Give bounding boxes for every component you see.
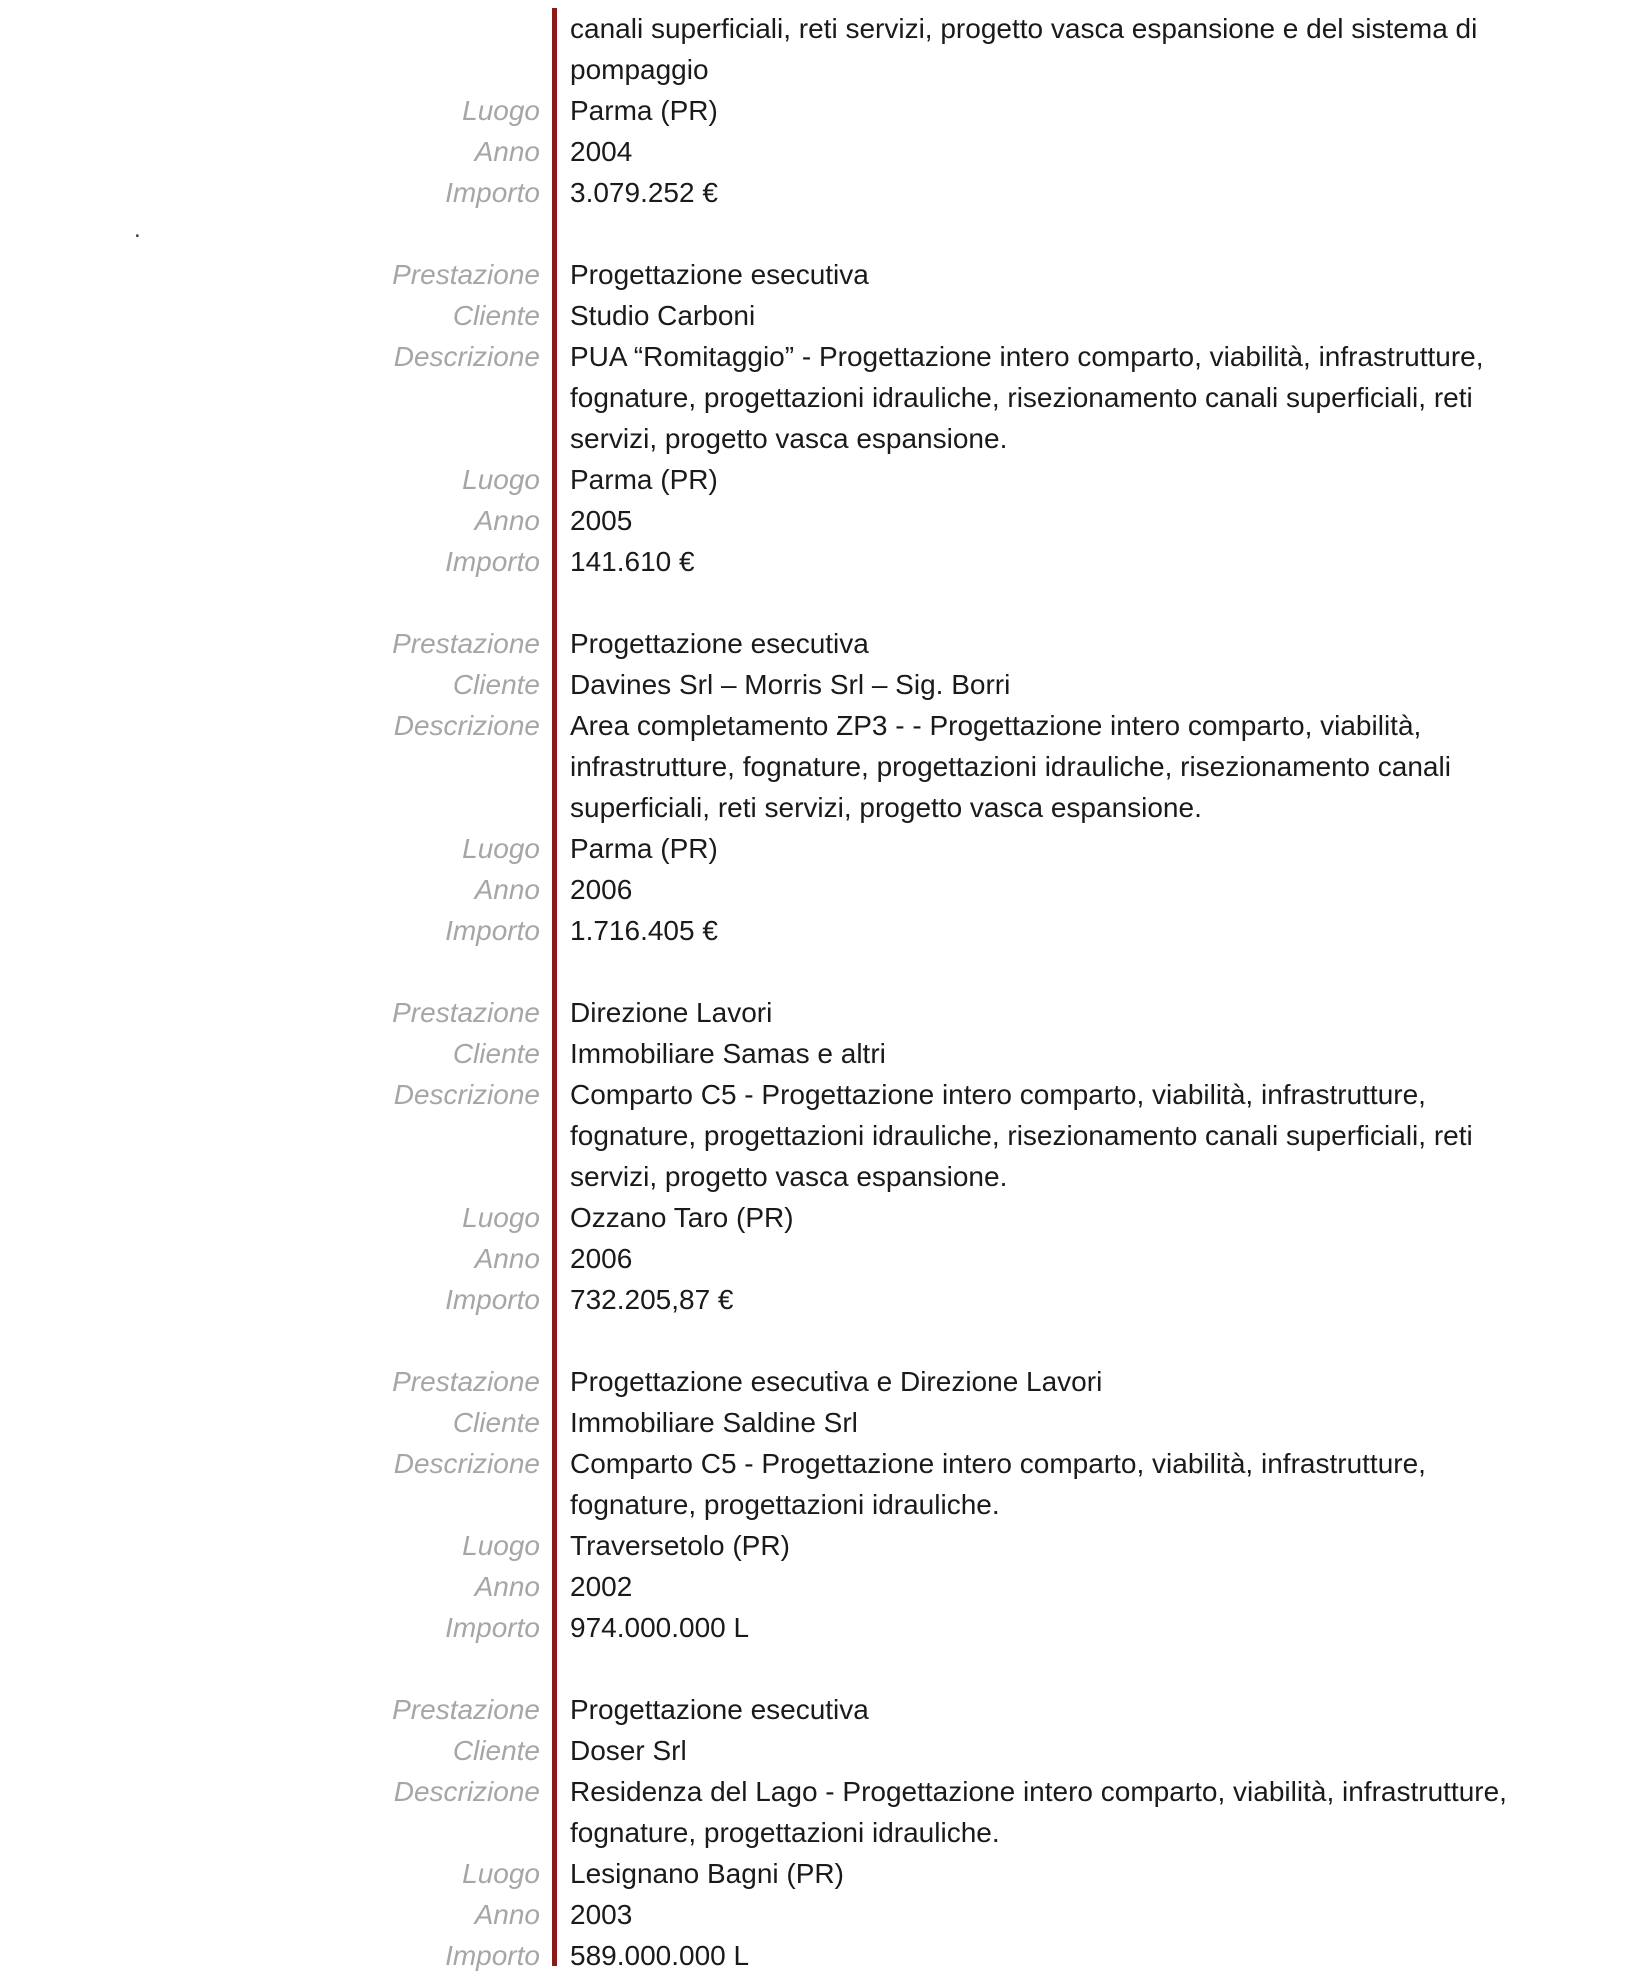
luogo-row: [0, 459, 1646, 500]
importo-row: [0, 1279, 1646, 1320]
anno-label: Anno: [474, 1899, 540, 1930]
luogo-row: [0, 828, 1646, 869]
descrizione-value: Area completamento ZP3 - - Progettazione intero comparto, viabilità, infrastrutture, fognature, progettazioni idrauliche, risezionamento canali superficiali, reti servizi, progetto vasca espansione.: [570, 710, 1451, 823]
descrizione-label: Descrizione: [393, 1448, 540, 1479]
luogo-label: Luogo: [462, 464, 540, 495]
project-entry: [0, 1689, 1646, 1976]
luogo-label: Luogo: [462, 95, 540, 126]
descrizione-row: [0, 8, 1646, 90]
luogo-row: [0, 1525, 1646, 1566]
prestazione-row: [0, 992, 1646, 1033]
prestazione-row: [0, 1361, 1646, 1402]
luogo-row: [0, 1197, 1646, 1238]
luogo-label: Luogo: [462, 833, 540, 864]
cliente-label: Cliente: [452, 300, 540, 331]
descrizione-label: Descrizione: [393, 710, 540, 741]
project-entry: [0, 623, 1646, 951]
stray-dot: .: [134, 216, 141, 243]
anno-row: [0, 869, 1646, 910]
anno-value: 2006: [570, 874, 633, 905]
anno-row: [0, 1566, 1646, 1607]
importo-value: 3.079.252 €: [570, 177, 718, 208]
project-entry-continued: [0, 8, 1646, 213]
cliente-value: Immobiliare Saldine Srl: [570, 1407, 858, 1438]
luogo-value: Parma (PR): [570, 464, 718, 495]
descrizione-value: Residenza del Lago - Progettazione intero comparto, viabilità, infrastrutture, fognature, progettazioni idrauliche.: [570, 1776, 1507, 1848]
prestazione-label: Prestazione: [392, 628, 540, 659]
anno-label: Anno: [474, 1243, 540, 1274]
cliente-label: Cliente: [452, 1735, 540, 1766]
anno-value: 2003: [570, 1899, 633, 1930]
importo-value: 141.610 €: [570, 546, 695, 577]
luogo-value: Parma (PR): [570, 833, 718, 864]
prestazione-value: Direzione Lavori: [570, 997, 773, 1028]
descrizione-label: Descrizione: [393, 1079, 540, 1110]
importo-label: Importo: [445, 915, 540, 946]
anno-value: 2002: [570, 1571, 633, 1602]
document-body: [0, 8, 1646, 1976]
importo-row: [0, 1607, 1646, 1648]
cliente-label: Cliente: [452, 1407, 540, 1438]
cliente-value: Immobiliare Samas e altri: [570, 1038, 886, 1069]
descrizione-value: Comparto C5 - Progettazione intero comparto, viabilità, infrastrutture, fognature, progettazioni idrauliche.: [570, 1448, 1426, 1520]
luogo-label: Luogo: [462, 1530, 540, 1561]
luogo-label: Luogo: [462, 1202, 540, 1233]
cliente-value: Davines Srl – Morris Srl – Sig. Borri: [570, 669, 1011, 700]
prestazione-row: [0, 1689, 1646, 1730]
cliente-value: Studio Carboni: [570, 300, 756, 331]
luogo-row: [0, 1853, 1646, 1894]
prestazione-label: Prestazione: [392, 259, 540, 290]
anno-label: Anno: [474, 505, 540, 536]
descrizione-row: [0, 336, 1646, 459]
luogo-value: Parma (PR): [570, 95, 718, 126]
cliente-row: [0, 1730, 1646, 1771]
importo-row: [0, 1935, 1646, 1976]
importo-row: [0, 910, 1646, 951]
anno-row: [0, 1238, 1646, 1279]
descrizione-row: [0, 1074, 1646, 1197]
prestazione-label: Prestazione: [392, 997, 540, 1028]
prestazione-value: Progettazione esecutiva: [570, 628, 869, 659]
prestazione-row: [0, 254, 1646, 295]
cliente-value: Doser Srl: [570, 1735, 687, 1766]
descrizione-label: Descrizione: [393, 341, 540, 372]
cliente-row: [0, 1402, 1646, 1443]
luogo-value: Traversetolo (PR): [570, 1530, 790, 1561]
anno-value: 2004: [570, 136, 633, 167]
prestazione-label: Prestazione: [392, 1694, 540, 1725]
descrizione-row: [0, 1771, 1646, 1853]
cliente-label: Cliente: [452, 1038, 540, 1069]
project-entry: [0, 254, 1646, 582]
anno-row: [0, 131, 1646, 172]
importo-value: 974.000.000 L: [570, 1612, 750, 1643]
anno-value: 2006: [570, 1243, 633, 1274]
luogo-value: Lesignano Bagni (PR): [570, 1858, 844, 1889]
prestazione-value: Progettazione esecutiva e Direzione Lavori: [570, 1366, 1103, 1397]
luogo-row: [0, 90, 1646, 131]
cliente-label: Cliente: [452, 669, 540, 700]
descrizione-row: [0, 1443, 1646, 1525]
anno-label: Anno: [474, 1571, 540, 1602]
cliente-row: [0, 1033, 1646, 1074]
descrizione-label: Descrizione: [393, 1776, 540, 1807]
project-entry: [0, 1361, 1646, 1648]
luogo-label: Luogo: [462, 1858, 540, 1889]
prestazione-value: Progettazione esecutiva: [570, 1694, 869, 1725]
anno-row: [0, 500, 1646, 541]
importo-label: Importo: [445, 1284, 540, 1315]
descrizione-value: PUA “Romitaggio” - Progettazione intero comparto, viabilità, infrastrutture, fognature, progettazioni idrauliche, risezionamento canali superficiali, reti servizi, progetto vasca espansione.: [570, 341, 1484, 454]
project-entry: [0, 992, 1646, 1320]
prestazione-label: Prestazione: [392, 1366, 540, 1397]
descrizione-value: Comparto C5 - Progettazione intero comparto, viabilità, infrastrutture, fognature, progettazioni idrauliche, risezionamento canali superficiali, reti servizi, progetto vasca espansione.: [570, 1079, 1473, 1192]
luogo-value: Ozzano Taro (PR): [570, 1202, 794, 1233]
cliente-row: [0, 295, 1646, 336]
importo-label: Importo: [445, 546, 540, 577]
importo-row: [0, 172, 1646, 213]
descrizione-value: canali superficiali, reti servizi, progetto vasca espansione e del sistema di pompaggio: [570, 13, 1478, 85]
importo-row: [0, 541, 1646, 582]
anno-value: 2005: [570, 505, 633, 536]
importo-label: Importo: [445, 1940, 540, 1971]
anno-row: [0, 1894, 1646, 1935]
importo-label: Importo: [445, 177, 540, 208]
importo-value: 589.000.000 L: [570, 1940, 750, 1971]
prestazione-row: [0, 623, 1646, 664]
prestazione-value: Progettazione esecutiva: [570, 259, 869, 290]
anno-label: Anno: [474, 874, 540, 905]
descrizione-label: [0, 8, 540, 49]
importo-label: Importo: [445, 1612, 540, 1643]
importo-value: 732.205,87 €: [570, 1284, 734, 1315]
importo-value: 1.716.405 €: [570, 915, 718, 946]
descrizione-row: [0, 705, 1646, 828]
cliente-row: [0, 664, 1646, 705]
anno-label: Anno: [474, 136, 540, 167]
